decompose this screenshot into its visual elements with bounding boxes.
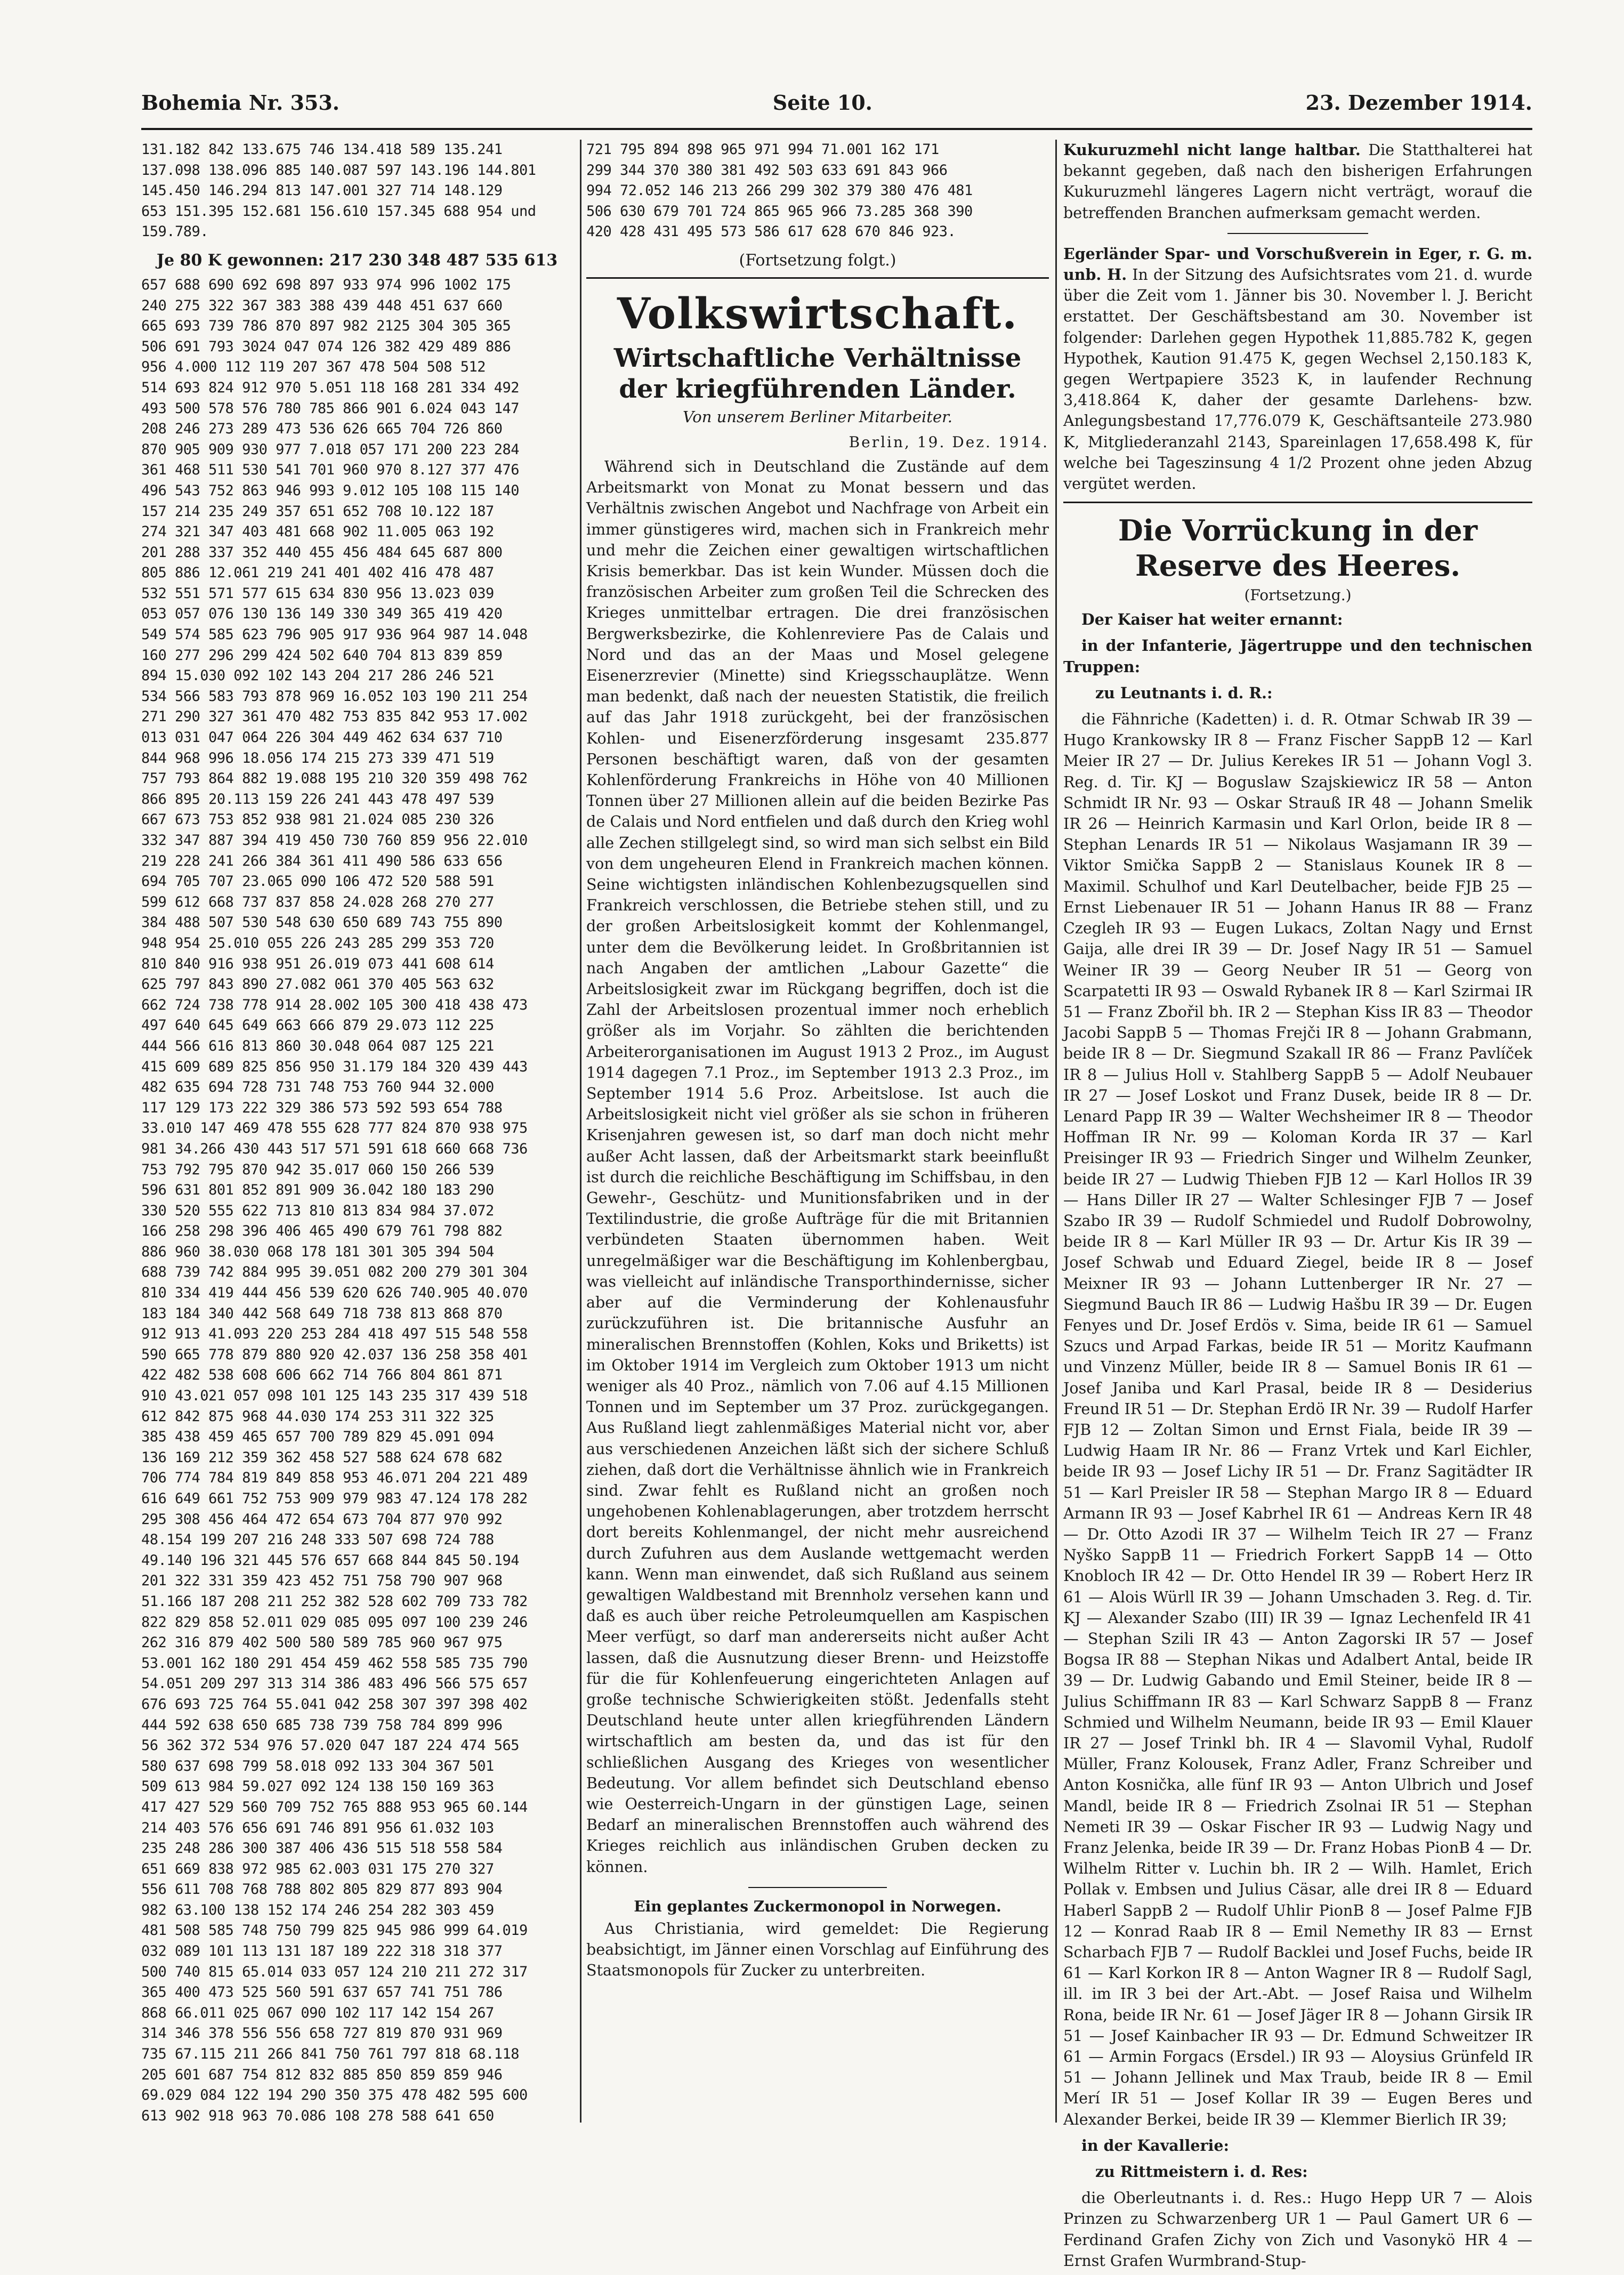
number-line: 330 520 555 622 713 810 813 834 984 37.072 xyxy=(141,1202,494,1219)
number-line: 54.051 209 297 313 314 386 483 496 566 575 657 xyxy=(141,1675,528,1692)
reserve-body xyxy=(1063,609,1532,2271)
number-line: 420 428 431 495 573 586 617 628 670 846 923. xyxy=(586,223,956,240)
number-line: 596 631 801 852 891 909 36.042 180 183 290 xyxy=(141,1182,494,1199)
column-lottery-numbers xyxy=(141,140,573,2123)
number-line: 590 665 778 879 880 920 42.037 136 258 358 401 xyxy=(141,1346,528,1363)
number-line: 422 482 538 608 606 662 714 766 804 861 871 xyxy=(141,1367,503,1384)
column-divider-2 xyxy=(1055,140,1057,2123)
number-line: 735 67.115 211 266 841 750 761 797 818 68.118 xyxy=(141,2046,519,2063)
number-line: 886 960 38.030 068 178 181 301 305 394 504 xyxy=(141,1243,494,1260)
number-line: 384 488 507 530 548 630 650 689 743 755 890 xyxy=(141,914,503,931)
number-line: 981 34.266 430 443 517 571 591 618 660 668 736 xyxy=(141,1140,528,1157)
reserve-sub-rittmeister: zu Rittmeistern i. d. Res: xyxy=(1095,2163,1308,2181)
reserve-cavalry-list: die Oberleutnants i. d. Res.: Hugo Hepp UR 7 — Alois Prinzen zu Schwarzenberg UR 1 — Paul Gamert UR 6 — Ferdinand Grafen Zichy von Zich und Vasonykö HR 4 — Ernst Grafen Wurmbrand-Stup- xyxy=(1063,2189,1532,2270)
notice-sparverein-title: Egerländer Spar- und Vorschußverein in Eger, r. G. m. unb. H. xyxy=(1063,244,1532,284)
number-line: 136 169 212 359 362 458 527 588 624 678 682 xyxy=(141,1449,503,1466)
number-line: 493 500 578 576 780 785 866 901 6.024 043 147 xyxy=(141,400,519,417)
number-line: 506 630 679 701 724 865 965 966 73.285 368 390 xyxy=(586,203,973,220)
number-line: 653 151.395 152.681 156.610 157.345 688 954 und xyxy=(141,203,536,220)
number-line: 208 246 273 289 473 536 626 665 704 726 860 xyxy=(141,421,503,438)
notice-kukuruz-title: Kukuruzmehl nicht lange haltbar. xyxy=(1063,141,1361,159)
reserve-continued: (Fortsetzung.) xyxy=(1244,586,1352,604)
number-line: 866 895 20.113 159 226 241 443 478 497 539 xyxy=(141,790,494,808)
number-line: 676 693 725 764 55.041 042 258 307 397 398 402 xyxy=(141,1696,528,1713)
column-economics xyxy=(586,140,1049,2123)
number-line: 500 740 815 65.014 033 057 124 210 211 272 317 xyxy=(141,1963,528,1980)
header-rule xyxy=(141,128,1532,130)
number-line: 894 15.030 092 102 143 204 217 286 246 521 xyxy=(141,667,494,684)
number-line: 616 649 661 752 753 909 979 983 47.124 178 282 xyxy=(141,1490,528,1507)
number-line: 145.450 146.294 813 147.001 327 714 148.129 xyxy=(141,182,503,199)
number-line: 33.010 147 469 478 555 628 777 824 870 938 975 xyxy=(141,1120,528,1137)
number-line: 549 574 585 623 796 905 917 936 964 987 14.048 xyxy=(141,626,528,643)
short-news-paragraph: Aus Christiania, wird gemeldet: Die Regierung beabsichtigt, im Jänner einen Vorschlag auf Einführung des Staatsmonopols für Zucker zu unterbreiten. xyxy=(586,1919,1049,1980)
number-line: 599 612 668 737 837 858 24.028 268 270 277 xyxy=(141,893,494,910)
number-line: 201 322 331 359 423 452 751 758 790 907 968 xyxy=(141,1572,503,1590)
number-line: 262 316 879 402 500 580 589 785 960 967 975 xyxy=(141,1634,503,1651)
number-line: 385 438 459 465 657 700 789 829 45.091 094 xyxy=(141,1429,494,1446)
number-line: 706 774 784 819 849 858 953 46.071 204 221 489 xyxy=(141,1470,528,1487)
reserve-intro: Der Kaiser hat weiter ernannt: xyxy=(1081,610,1343,629)
header-masthead: Bohemia Nr. 353. xyxy=(141,91,340,115)
number-line: 805 886 12.061 219 241 401 402 416 478 487 xyxy=(141,564,494,582)
number-line: 69.029 084 122 194 290 350 375 478 482 595 600 xyxy=(141,2087,528,2104)
number-line: 994 72.052 146 213 266 299 302 379 380 476 481 xyxy=(586,182,973,199)
number-line: 53.001 162 180 291 454 459 462 558 585 735 790 xyxy=(141,1655,528,1672)
number-line: 137.098 138.096 885 140.087 597 143.196 144.801 xyxy=(141,162,536,179)
number-line: 580 637 698 799 58.018 092 133 304 367 501 xyxy=(141,1757,494,1774)
number-line: 299 344 370 380 381 492 503 633 691 843 966 xyxy=(586,162,948,179)
column-divider-1 xyxy=(580,140,581,2123)
number-line: 013 031 047 064 226 304 449 462 634 637 710 xyxy=(141,729,503,746)
number-line: 870 905 909 930 977 7.018 057 171 200 223 284 xyxy=(141,441,519,458)
number-line: 160 277 296 299 424 502 640 704 813 839 859 xyxy=(141,647,503,664)
number-line: 810 334 419 444 456 539 620 626 740.905 40.070 xyxy=(141,1285,528,1302)
number-line: 534 566 583 793 878 969 16.052 103 190 211 254 xyxy=(141,688,528,705)
number-line: 667 673 753 852 938 981 21.024 085 230 326 xyxy=(141,811,494,828)
number-line: 757 793 864 882 19.088 195 210 320 359 498 762 xyxy=(141,770,528,787)
number-line: 415 609 689 825 856 950 31.179 184 320 439 443 xyxy=(141,1058,528,1075)
number-line: 235 248 286 300 387 406 436 515 518 558 584 xyxy=(141,1840,503,1857)
number-line: 482 635 694 728 731 748 753 760 944 32.000 xyxy=(141,1079,494,1096)
notice-kukuruz-text: Die Statthalterei hat bekannt gegeben, daß nach den bisherigen Erfahrungen Kukuruzmehl längeres Lagern nicht verträgt, worauf die betreffenden Branchen aufmerksam gemacht werden. xyxy=(1063,141,1532,222)
number-line: 657 688 690 692 698 897 933 974 996 1002 175 xyxy=(141,276,511,293)
number-line: 219 228 241 266 384 361 411 490 586 633 656 xyxy=(141,852,503,869)
number-line: 651 669 838 972 985 62.003 031 175 270 327 xyxy=(141,1860,494,1877)
notice-sparverein-text: In der Sitzung des Aufsichtsrates vom 21. d. wurde über die Zeit vom 1. Jänner bis 30. November l. J. Bericht erstattet. Der Geschäftsbestand am 30. November ist folgender: Darlehen gegen Hypothek 11,885.782 K, gegen Hypothek, Kaution 91.475 K, gegen Wechsel 2,150.183 K, gegen Wertpapiere 3523 K, in laufender Rechnung 3,418.864 K, daher der gesamte Darlehens- bzw. Anlegungsbestand 17,776.079 K, Geschäftsanteile 273.980 K, Mitgliederanzahl 2143, Spareinlagen 17,658.498 K, für welche bei Tageszinsung 4 1/2 Prozent ohne jeden Abzug vergütet werden. xyxy=(1063,266,1532,493)
number-line: 365 400 473 525 560 591 637 657 741 751 786 xyxy=(141,1984,503,2001)
reserve-sub-lieutenants: zu Leutnants i. d. R.: xyxy=(1095,683,1273,702)
number-line: 625 797 843 890 27.082 061 370 405 563 632 xyxy=(141,976,494,993)
number-line: 332 347 887 394 419 450 730 760 859 956 22.010 xyxy=(141,832,528,849)
column-notices xyxy=(1063,140,1532,2270)
header-date: 23. Dezember 1914. xyxy=(1305,91,1532,115)
article-byline: Von unserem Berliner Mitarbeiter. xyxy=(682,407,953,426)
number-line: 532 551 571 577 615 634 830 956 13.023 039 xyxy=(141,585,494,602)
number-line: 48.154 199 207 216 248 333 507 698 724 788 xyxy=(141,1531,494,1548)
article-paragraph: Während sich in Deutschland die Zustände auf dem Arbeitsmarkt von Monat zu Monat bessern und das Verhältnis zwischen Angebot und Nachfrage von Arbeit ein immer günstigeres wird, machen sich in Frankreich mehr und mehr die Zeichen einer gewaltigen wirtschaftlichen Krisis bemerkbar. Das ist kein Wunder. Müssen doch die französischen Arbeiter zum großen Teil die Schrecken des Krieges unmittelbar ertragen. Die drei französischen Bergwerksbezirke, die Kohlenreviere Pas de Calais und Nord und das an der Maas und Mosel gelegene Eisenerzrevier (Minette) sind Kriegsschauplätze. Wenn man bedenkt, daß nach der neuesten Statistik, die freilich auf das Jahr 1918 zurückgeht, bei der französischen Kohlen- und Eisenerzförderung insgesamt 235.877 Personen beschäftigt waren, daß von der gesamten Kohlenförderung Frankreichs in Höhe von 40 Millionen Tonnen über 27 Millionen allein auf die beiden Bezirke Pas de Calais und Nord entfielen und daß durch den Krieg wohl alle Zechen stillgelegt sind, so wird man sich selbst ein Bild von dem ungeheuren Elend in Frankreich machen können. Seine wichtigsten inländischen Kohlenbezugsquellen sind Frankreich verschlossen, die Betriebe stehen still, und zu der großen Arbeitslosigkeit kommt der Kohlenmangel, unter dem die Bevölkerung leidet. In Großbritannien ist nach Angaben der amtlichen „Labour Gazette“ die Arbeitslosigkeit zwar im Rückgang begriffen, doch ist die Zahl der Arbeitslosen prozentual immer noch erheblich größer als im Vorjahr. So zählten die berichtenden Arbeiterorganisationen im August 1913 2 Proz., im August 1914 dagegen 7.1 Proz., im September 1913 2.3 Proz., im September 1914 5.6 Proz. Arbeitslose. Ist auch die Arbeitslosigkeit nicht viel größer als sie schon in früheren Krisenjahren gewesen ist, so darf man doch nicht mehr außer Acht lassen, daß der Arbeitsmarkt stark beeinflußt ist durch die reichliche Beschäftigung im Schiffsbau, in den Gewehr-, Geschütz- und Munitionsfabriken und in der Textilindustrie, die große Aufträge für die mit Britannien verbündeten Staaten übernommen haben. Weit unregelmäßiger war die Beschäftigung im Kohlenbergbau, was vielleicht auf inländische Transporthindernisse, sicher aber auf die Verminderung der Kohlenausfuhr zurückzuführen ist. Die britannische Ausfuhr an mineralischen Brennstoffen (Kohlen, Koks und Briketts) ist im Oktober 1914 im Vergleich zum Oktober 1913 um nicht weniger als 40 Proz., nämlich von 7.06 auf 4.15 Millionen Tonnen und im September um 37 Proz. zurückgegangen. Aus Rußland liegt zahlenmäßiges Material nicht vor, aber aus verschiedenen Anzeichen läßt sich der sichere Schluß ziehen, daß dort die Verhältnisse ähnlich wie in Frankreich sind. Zwar fehlt es Rußland nicht an großen noch ungehobenen Kohlenablagerungen, aber trotzdem herrscht dort bereits Kohlenmangel, der nicht mehr ausreichend durch Zufuhren aus dem Auslande wettgemacht werden kann. Wenn man einwendet, daß sich Rußland aus seinem gewaltigen Waldbestand mit Brennholz versehen kann und daß es auch über reiche Petroleumquellen am Kaspischen Meer verfügt, so darf man andererseits nicht außer Acht lassen, daß die Ausnutzung dieser Brenn- und Heizstoffe für die für Kohlenfeuerung eingerichteten Anlagen auf große technische Schwierigkeiten stößt. Jedenfalls steht Deutschland heute unter allen kriegführenden Ländern wirtschaftlich am besten da, und das ist für den schließlichen Ausgang des Krieges von wesentlicher Bedeutung. Vor allem befindet sich Deutschland ebenso wie Oesterreich-Ungarn in der günstigen Lage, seinen Bedarf an mineralischen Brennstoffen auch während des Krieges reichlich aus inländischen Gruben decken zu können. xyxy=(586,457,1049,1876)
reserve-sub-infantry: in der Infanterie, Jägertruppe und den technischen Truppen: xyxy=(1063,636,1532,676)
number-line: 214 403 576 656 691 746 891 956 61.032 103 xyxy=(141,1819,494,1836)
number-line: 240 275 322 367 383 388 439 448 451 637 660 xyxy=(141,297,503,314)
number-line: 117 129 173 222 329 386 573 592 593 654 788 xyxy=(141,1099,503,1116)
lottery-intro-list xyxy=(141,140,573,243)
number-line: 481 508 585 748 750 799 825 945 986 999 64.019 xyxy=(141,1922,528,1939)
page-header xyxy=(141,91,1532,128)
number-line: 053 057 076 130 136 149 330 349 365 419 420 xyxy=(141,606,503,623)
number-line: 444 566 616 813 860 30.048 064 087 125 221 xyxy=(141,1037,494,1054)
number-line: 51.166 187 208 211 252 382 528 602 709 733 782 xyxy=(141,1593,528,1610)
number-line: 912 913 41.093 220 253 284 418 497 515 548 558 xyxy=(141,1326,528,1343)
number-line: 032 089 101 113 131 187 189 222 318 318 377 xyxy=(141,1943,503,1960)
lottery-caption: Je 80 K gewonnen: 217 230 348 487 535 613 xyxy=(156,251,558,270)
short-news-text xyxy=(586,1918,1049,1981)
reserve-list: die Fähnriche (Kadetten) i. d. R. Otmar Schwab IR 39 — Hugo Krankowsky IR 8 — Franz Fischer SappB 12 — Karl Meier IR 27 — Dr. Julius Kerekes IR 51 — Johann Vogl 3. Reg. d. Tir. KJ — Boguslaw Szajskiewicz IR 58 — Anton Schmidt IR Nr. 93 — Oskar Strauß IR 48 — Johann Smelik IR 26 — Heinrich Karmasin und Karl Orlon, beide IR 8 — Stephan Lenards IR 51 — Nikolaus Wasjamann IR 39 — Viktor Smička SappB 2 — Stanislaus Kounek IR 8 — Maximil. Schulhof und Karl Deutelbacher, beide FJB 25 — Ernst Liebenauer IR 51 — Johann Hanus IR 88 — Franz Czegleh IR 93 — Eugen Lukacs, Zoltan Nagy und Ernst Gaija, alle drei IR 39 — Dr. Josef Nagy IR 51 — Samuel Weiner IR 39 — Georg Neuber IR 51 — Georg von Scarpatetti IR 93 — Oswald Rybanek IR 8 — Karl Szirmai IR 51 — Franz Zbořil bh. IR 2 — Stephan Kiss IR 83 — Theodor Jacobi SappB 5 — Thomas Frejči IR 8 — Johann Grabmann, beide IR 8 — Dr. Siegmund Szakall IR 86 — Franz Pavlíček IR 8 — Julius Holl v. Stahlberg SappB 5 — Adolf Neubauer IR 27 — Josef Loskot und Franz Dusek, beide IR 8 — Dr. Lenard Papp IR 39 — Walter Wechsheimer IR 8 — Theodor Hoffman IR Nr. 99 — Koloman Korda IR 37 — Karl Preisinger IR 93 — Friedrich Singer und Wilhelm Zeunker, beide IR 27 — Ludwig Thieben FJB 12 — Karl Hollos IR 39 — Hans Diller IR 27 — Walter Schlesinger FJB 7 — Josef Szabo IR 39 — Rudolf Schmiedel und Rudolf Dobrowolny, beide IR 8 — Karl Müller IR 93 — Dr. Artur Kis IR 39 — Josef Schwab und Eduard Ziegel, beide IR 8 — Josef Meixner IR 93 — Johann Luttenberger IR Nr. 27 — Siegmund Bauch IR 86 — Ludwig Hašbu IR 39 — Dr. Eugen Fenyes und Dr. Josef Erdös v. Sima, beide IR 61 — Samuel Szucs und Arpad Farkas, beide IR 51 — Moritz Kaufmann und Vinzenz Müller, beide IR 8 — Samuel Bonis IR 61 — Josef Janiba und Karl Prasal, beide IR 8 — Desiderius Freund IR 51 — Dr. Stephan Erdö IR Nr. 39 — Rudolf Harfer FJB 12 — Zoltan Simon und Ernst Fiala, beide IR 39 — Ludwig Haam IR Nr. 86 — Franz Vrtek und Karl Eichler, beide IR 93 — Josef Lichy IR 51 — Dr. Franz Sagitädter IR 51 — Karl Preisler IR 58 — Stephan Margo IR 8 — Eduard Armann IR 93 — Josef Kabrhel IR 61 — Andreas Kern IR 48 — Dr. Otto Azodi IR 37 — Wilhelm Teich IR 27 — Franz Nyško SappB 11 — Friedrich Forkert SappB 14 — Otto Knobloch IR 42 — Dr. Otto Hendel IR 39 — Robert Herz IR 61 — Alois Würll IR 39 — Johann Umschaden 3. Reg. d. Tir. KJ — Alexander Szabo (III) IR 39 — Ignaz Lechenfeld IR 41 — Stephan Szili IR 43 — Anton Zagorski IR 57 — Josef Bogsa IR 88 — Stephan Nikas und Adalbert Antal, beide IR 39 — Dr. Ludwig Gabando und Emil Steiner, beide IR 8 — Julius Schiffmann IR 83 — Karl Schwarz SappB 8 — Franz Schmied und Wilhelm Neumann, beide IR 93 — Emil Klauer IR 27 — Josef Trinkl bh. IR 4 — Slavomil Vyhal, Rudolf Müller, Franz Kolousek, Franz Adler, Franz Schreiber und Anton Kosnička, alle fünf IR 93 — Anton Ulbrich und Josef Mandl, beide IR 8 — Friedrich Zsolnai IR 51 — Stephan Nemeti IR 39 — Oskar Fischer IR 93 — Ludwig Nagy und Franz Jelenka, beide IR 39 — Dr. Franz Hobas PionB 4 — Dr. Wilhelm Ritter v. Luchin bh. IR 2 — Wilh. Hamlet, Erich Pollak v. Embsen und Julius Cäsar, alle drei IR 8 — Eduard Haberl SappB 2 — Rudolf Uhlir PionB 8 — Josef Palme FJB 12 — Konrad Raab IR 8 — Emil Nemethy IR 83 — Ernst Scharbach FJB 7 — Rudolf Backlei und Josef Fuchs, beide IR 61 — Karl Korkon IR 8 — Anton Wagner IR 8 — Rudolf Sagl, ill. im IR 3 bei der Art.-Abt. — Josef Raisa und Wilhelm Rona, beide IR Nr. 61 — Josef Jäger IR 8 — Johann Girsik IR 51 — Josef Kainbacher IR 93 — Dr. Edmund Schweitzer IR 61 — Armin Forgacs (Ersdel.) IR 93 — Aloysius Grünfeld IR 51 — Johann Jellinek und Max Traub, beide IR 8 — Emil Merí IR 51 — Josef Kollar IR 39 — Eugen Beres und Alexander Berkei, beide IR 39 — Klemmer Bierlich IR 39; xyxy=(1063,711,1532,2128)
number-line: 694 705 707 23.065 090 106 472 520 588 591 xyxy=(141,873,494,890)
number-line: 417 427 529 560 709 752 765 888 953 965 60.144 xyxy=(141,1798,528,1816)
number-line: 506 691 793 3024 047 074 126 382 429 489 886 xyxy=(141,338,511,355)
notice-rule xyxy=(1227,233,1368,234)
number-line: 688 739 742 884 995 39.051 082 200 279 301 304 xyxy=(141,1264,528,1281)
number-line: 868 66.011 025 067 090 102 117 142 154 267 xyxy=(141,2004,494,2021)
number-line: 49.140 196 321 445 576 657 668 844 845 50.194 xyxy=(141,1552,519,1569)
number-line: 514 693 824 912 970 5.051 118 168 281 334 492 xyxy=(141,379,519,396)
lottery-continued-list xyxy=(586,140,1049,243)
number-line: 844 968 996 18.056 174 215 273 339 471 519 xyxy=(141,749,494,767)
number-line: 613 902 918 963 70.086 108 278 588 641 650 xyxy=(141,2107,494,2124)
number-line: 274 321 347 403 481 668 902 11.005 063 192 xyxy=(141,523,494,540)
number-line: 497 640 645 649 663 666 879 29.073 112 225 xyxy=(141,1017,494,1034)
number-line: 753 792 795 870 942 35.017 060 150 266 539 xyxy=(141,1161,494,1178)
number-line: 956 4.000 112 119 207 367 478 504 508 512 xyxy=(141,359,486,376)
number-line: 183 184 340 442 568 649 718 738 813 868 870 xyxy=(141,1305,503,1322)
number-line: 822 829 858 52.011 029 085 095 097 100 239 246 xyxy=(141,1614,528,1631)
number-line: 496 543 752 863 946 993 9.012 105 108 115 140 xyxy=(141,482,519,499)
article-dateline: Berlin, 19. Dez. 1914. xyxy=(849,433,1049,451)
article-title: Wirtschaftliche Verhältnisse der kriegführenden Länder. xyxy=(613,343,1022,404)
number-line: 205 601 687 754 812 832 885 850 859 859 946 xyxy=(141,2066,503,2083)
number-line: 201 288 337 352 440 455 456 484 645 687 800 xyxy=(141,544,503,561)
reserve-sub-cavalry: in der Kavallerie: xyxy=(1081,2136,1230,2155)
article-body xyxy=(586,456,1049,1877)
reserve-heading: Die Vorrückung in der Reserve des Heeres. xyxy=(1118,513,1478,583)
continued-note: (Fortsetzung folgt.) xyxy=(739,251,896,270)
heading-rule xyxy=(1063,502,1532,503)
lottery-number-list xyxy=(141,275,573,2126)
number-line: 982 63.100 138 152 174 246 254 282 303 459 xyxy=(141,1901,494,1918)
number-line: 157 214 235 249 357 651 652 708 10.122 187 xyxy=(141,503,494,520)
number-line: 444 592 638 650 685 738 739 758 784 899 996 xyxy=(141,1716,503,1733)
number-line: 166 258 298 396 406 465 490 679 761 798 882 xyxy=(141,1223,503,1240)
notice-kukuruz xyxy=(1063,140,1532,223)
header-page-number: Seite 10. xyxy=(772,91,872,115)
number-line: 56 362 372 534 976 57.020 047 187 224 474 565 xyxy=(141,1737,519,1754)
number-line: 271 290 327 361 470 482 753 835 842 953 17.002 xyxy=(141,708,528,725)
number-line: 556 611 708 768 788 802 805 829 877 893 904 xyxy=(141,1881,503,1898)
number-line: 131.182 842 133.675 746 134.418 589 135.241 xyxy=(141,141,503,158)
number-line: 721 795 894 898 965 971 994 71.001 162 171 xyxy=(586,141,939,158)
number-line: 612 842 875 968 44.030 174 253 311 322 325 xyxy=(141,1408,494,1425)
number-line: 509 613 984 59.027 092 124 138 150 169 363 xyxy=(141,1778,494,1795)
article-rule xyxy=(748,1887,887,1888)
number-line: 295 308 456 464 472 654 673 704 877 970 992 xyxy=(141,1511,503,1528)
section-title: Volkswirtschaft. xyxy=(617,288,1019,338)
number-line: 910 43.021 057 098 101 125 143 235 317 439 518 xyxy=(141,1387,528,1405)
number-line: 665 693 739 786 870 897 982 2125 304 305 365 xyxy=(141,318,511,335)
number-line: 810 840 916 938 951 26.019 073 441 608 614 xyxy=(141,955,494,972)
number-line: 159.789. xyxy=(141,223,209,240)
number-line: 662 724 738 778 914 28.002 105 300 418 438 473 xyxy=(141,996,528,1013)
section-rule xyxy=(586,277,1049,279)
short-news-title: Ein geplantes Zuckermonopol in Norwegen. xyxy=(634,1897,1001,1915)
number-line: 361 468 511 530 541 701 960 970 8.127 377 476 xyxy=(141,462,519,479)
notice-sparverein xyxy=(1063,244,1532,494)
number-line: 948 954 25.010 055 226 243 285 299 353 720 xyxy=(141,934,494,951)
number-line: 314 346 378 556 556 658 727 819 870 931 969 xyxy=(141,2025,503,2042)
